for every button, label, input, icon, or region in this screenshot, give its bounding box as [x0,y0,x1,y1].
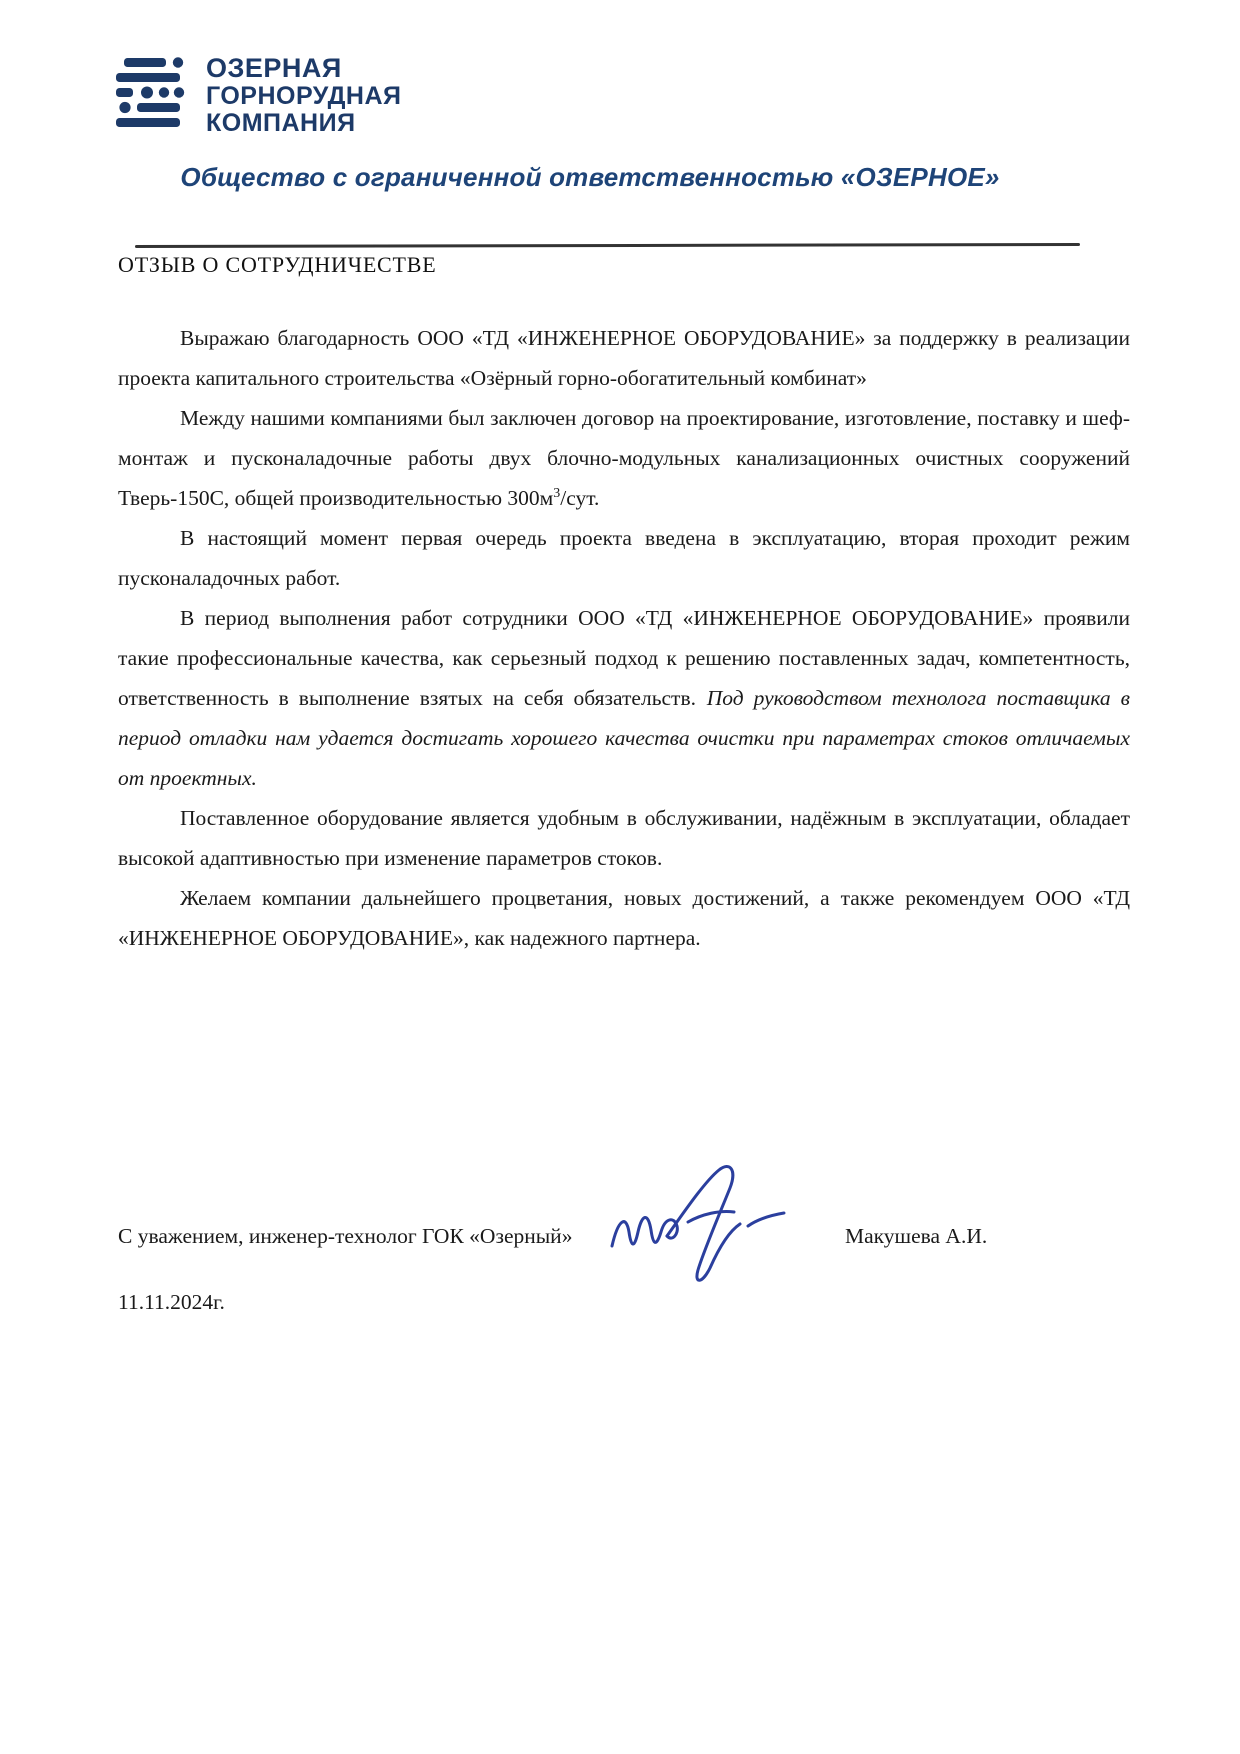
cubic-meter-superscript: 3 [553,485,561,501]
paragraph-6-text: Желаем компании дальнейшего процветания, новых достижений, а также рекомендуем ООО «ТД «ИНЖЕНЕРНОЕ ОБОРУДОВАНИЕ», как надежного партнера. [118,886,1130,950]
paragraph-3-text: В настоящий момент первая очередь проекта введена в эксплуатацию, вторая проходит режим пусконаладочных работ. [118,526,1130,590]
paragraph-5 [118,798,1130,878]
paragraph-6 [118,878,1130,958]
paragraph-1 [118,318,1130,398]
company-title: Общество с ограниченной ответственностью «ОЗЕРНОЕ» [180,162,1000,192]
closing-salutation: С уважением, инженер-технолог ГОК «Озерный» [118,1224,573,1248]
logo-wordmark [206,54,401,137]
paragraph-5-text: Поставленное оборудование является удобным в обслуживании, надёжным в эксплуатации, обладает высокой адаптивностью при изменение параметров стоков. [118,806,1130,870]
paragraph-1-text: Выражаю благодарность ООО «ТД «ИНЖЕНЕРНОЕ ОБОРУДОВАНИЕ» за поддержку в реализации проекта капитального строительства «Озёрный горно-обогатительный комбинат» [118,326,1130,390]
letter-date: 11.11.2024г. [118,1290,225,1314]
signatory-name: Макушева А.И. [845,1224,988,1248]
logo-mark-icon [114,56,188,136]
paragraph-2-tail: /сут. [560,486,600,510]
paragraph-2-text: Между нашими компаниями был заключен договор на проектирование, изготовление, поставку и шеф-монтаж и пусконаладочные работы двух блочно-модульных канализационных очистных сооружений Тверь-150С, общей производительностью 300м [118,406,1130,510]
paragraph-3 [118,518,1130,598]
handwritten-signature [600,1158,800,1303]
document-heading: ОТЗЫВ О СОТРУДНИЧЕСТВЕ [118,252,437,277]
header-divider [135,243,1080,248]
paragraph-4-normal: В период выполнения работ сотрудники ООО «ТД «ИНЖЕНЕРНОЕ ОБОРУДОВАНИЕ» проявили такие профессиональные качества, как серьезный подход к решению поставленных задач, компетентность, ответственность в выполнение взятых на себя обязательств. [118,606,1130,710]
logo-line-1: ОЗЕРНАЯ [206,53,342,83]
company-logo [114,54,401,137]
paragraph-4-italic: Под руководством технолога поставщика в период отладки нам удается достигать хорошего качества очистки при параметрах стоков отличаемых от проектных. [118,686,1131,790]
letter-body [118,318,1130,958]
logo-line-2: ГОРНОРУДНАЯ [206,82,402,111]
paragraph-2 [118,398,1130,518]
paragraph-4 [118,598,1130,798]
logo-line-3: КОМПАНИЯ [206,109,356,138]
